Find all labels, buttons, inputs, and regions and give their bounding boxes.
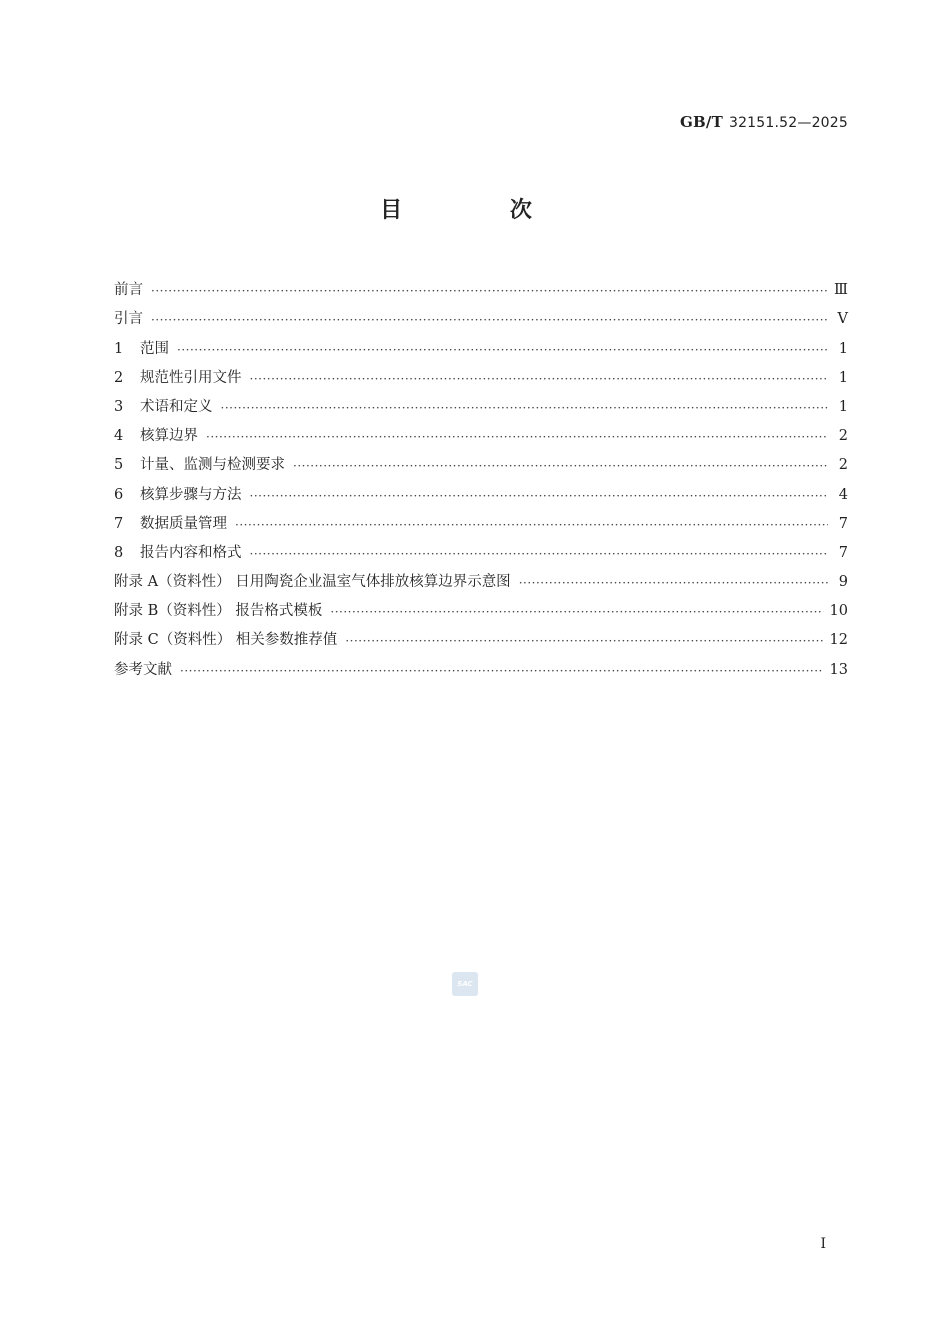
toc-entry-page: 12: [829, 632, 848, 649]
toc-leader-dots: [177, 341, 828, 359]
toc-entry-number: 5: [114, 457, 124, 474]
toc-entry-number: 1: [114, 340, 124, 357]
standard-code: [680, 113, 848, 131]
toc-entry-section-5[interactable]: [114, 446, 848, 475]
toc-leader-dots: [519, 574, 828, 592]
toc-entry-page: 2: [838, 428, 848, 445]
toc-entry-label: 4 核算边界: [114, 428, 198, 445]
toc-entry-number: 6: [114, 486, 124, 503]
toc-entry-number: 7: [114, 515, 124, 532]
toc-entry-page: 4: [838, 486, 848, 503]
toc-entry-section-1[interactable]: [114, 329, 848, 358]
toc-entry-section-7[interactable]: [114, 505, 848, 534]
toc-entry-label: 附录 A（资料性） 日用陶瓷企业温室气体排放核算边界示意图: [114, 574, 511, 591]
toc-entry-label: 附录 C（资料性） 相关参数推荐值: [114, 632, 338, 649]
toc-title: 目 次: [380, 198, 582, 223]
toc-entry-page: 9: [838, 574, 848, 591]
toc-leader-dots: [250, 545, 829, 563]
toc-entry-label: 前言: [114, 282, 143, 299]
toc-entry-number: 8: [114, 544, 124, 561]
toc-entry-label: 3 术语和定义: [114, 398, 213, 415]
toc-entry-label: 5 计量、监测与检测要求: [114, 457, 285, 474]
toc-entry-annex-a[interactable]: [114, 563, 848, 592]
toc-entry-label: 引言: [114, 311, 143, 328]
toc-entry-label: 6 核算步骤与方法: [114, 486, 242, 503]
toc-entry-section-4[interactable]: [114, 417, 848, 446]
toc-entry-bibliography[interactable]: [114, 650, 848, 679]
toc-entry-number: 2: [114, 369, 124, 386]
toc-leader-dots: [345, 632, 823, 650]
toc-entry-page: 13: [829, 661, 848, 678]
toc-entry-section-6[interactable]: [114, 475, 848, 504]
toc-entry-label: 8 报告内容和格式: [114, 544, 242, 561]
toc-entry-page: 10: [829, 603, 848, 620]
toc-leader-dots: [180, 662, 824, 680]
toc-entry-annex-c[interactable]: [114, 621, 848, 650]
toc-entry-number: 4: [114, 428, 124, 445]
toc-leader-dots: [151, 311, 828, 329]
toc-entry-section-3[interactable]: [114, 388, 848, 417]
toc-leader-dots: [206, 428, 828, 446]
toc-entry-page: 7: [838, 544, 848, 561]
toc-leader-dots: [330, 603, 823, 621]
standard-number: 32151.52—2025: [728, 115, 848, 131]
toc-list: [114, 271, 848, 680]
toc-entry-introduction[interactable]: [114, 300, 848, 329]
toc-leader-dots: [221, 399, 829, 417]
watermark-text: SAC: [457, 980, 473, 988]
toc-entry-page: 1: [838, 340, 848, 357]
sac-watermark-logo: [452, 972, 478, 996]
toc-entry-label: 1 范围: [114, 340, 169, 357]
toc-entry-foreword[interactable]: [114, 271, 848, 300]
toc-entry-page: 7: [838, 515, 848, 532]
toc-leader-dots: [151, 282, 828, 300]
toc-entry-label: 参考文献: [114, 661, 172, 678]
toc-entry-page: Ⅲ: [834, 282, 848, 299]
toc-entry-label: 附录 B（资料性） 报告格式模板: [114, 603, 323, 620]
standard-prefix: GB/T: [680, 113, 723, 131]
toc-entry-section-8[interactable]: [114, 534, 848, 563]
page-number: I: [820, 1236, 826, 1252]
toc-entry-label: 2 规范性引用文件: [114, 369, 242, 386]
toc-entry-page: 1: [838, 398, 848, 415]
toc-entry-number: 3: [114, 398, 124, 415]
toc-entry-section-2[interactable]: [114, 359, 848, 388]
toc-leader-dots: [250, 370, 829, 388]
toc-entry-annex-b[interactable]: [114, 592, 848, 621]
toc-leader-dots: [250, 487, 829, 505]
toc-entry-page: 2: [838, 457, 848, 474]
toc-leader-dots: [235, 516, 828, 534]
toc-leader-dots: [293, 457, 828, 475]
toc-entry-page: 1: [838, 369, 848, 386]
toc-entry-label: 7 数据质量管理: [114, 515, 227, 532]
toc-entry-page: Ⅴ: [837, 311, 848, 328]
